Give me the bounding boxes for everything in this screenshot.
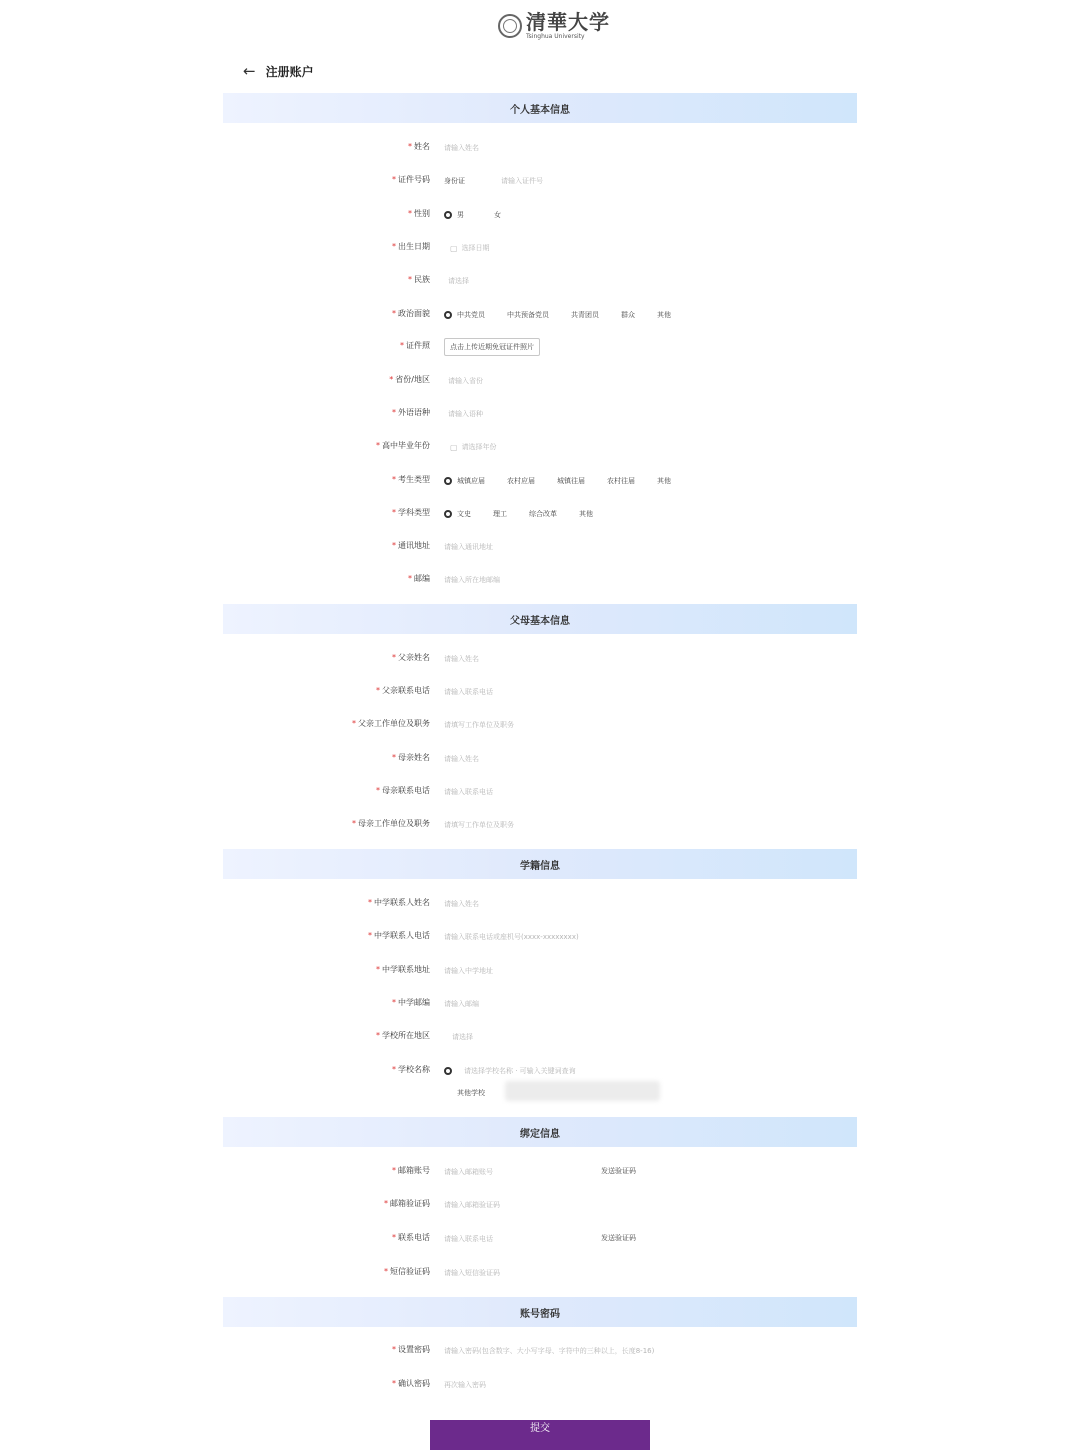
calendar-icon: ▢ (450, 243, 458, 253)
logo-chinese-text: 清華大学 (526, 10, 610, 34)
student-type-radio-urban-fresh[interactable]: 城镇应届 (444, 476, 485, 486)
logo-english-text: Tsinghua University (526, 33, 585, 40)
school-name-radio-select[interactable] (444, 1066, 576, 1076)
other-school-label: 其他学校 (457, 1089, 485, 1097)
section-header-binding: 绑定信息 (223, 1117, 857, 1147)
section-header-parents: 父母基本信息 (223, 604, 857, 634)
politics-radio-other[interactable]: 其他 (657, 311, 671, 319)
father-work-input[interactable]: 请填写工作单位及职务 (444, 721, 514, 729)
sms-code-input[interactable]: 请输入短信验证码 (444, 1269, 500, 1277)
politics-radio-league[interactable]: 共青团员 (571, 311, 599, 319)
field-politics: * 政治面貌 中共党员 中共预备党员 共青团员 群众 其他 (392, 309, 671, 319)
politics-radio-probationary[interactable]: 中共预备党员 (507, 311, 549, 319)
phone-input[interactable]: 请输入联系电话 (444, 1235, 493, 1243)
field-language: * 外语语种 请输入语种 (0, 405, 1080, 423)
send-sms-code-button[interactable]: 发送验证码 (601, 1234, 636, 1242)
field-address: * 通讯地址 请输入通讯地址 (0, 538, 1080, 556)
school-address-input[interactable]: 请输入中学地址 (444, 967, 493, 975)
upload-photo-button[interactable]: 点击上传近期免冠证件照片 (444, 338, 540, 356)
province-input[interactable]: 请输入省份 (448, 377, 483, 385)
field-school-region: * 学校所在地区 请选择 (0, 1028, 1080, 1046)
field-gender: * 性别 男 女 (408, 209, 501, 219)
mother-name-input[interactable]: 请输入姓名 (444, 755, 479, 763)
contact-phone-input[interactable]: 请输入联系电话或座机号(xxxx-xxxxxxxx) (444, 933, 579, 941)
birth-date-picker[interactable]: ▢ 选择日期 (450, 243, 490, 253)
politics-radio-party[interactable]: 中共党员 (444, 310, 485, 320)
father-phone-input[interactable]: 请输入联系电话 (444, 688, 493, 696)
other-school-input[interactable] (505, 1081, 660, 1101)
student-type-radio-other[interactable]: 其他 (657, 477, 671, 485)
field-birth: * 出生日期 ▢ 选择日期 (0, 239, 1080, 257)
mother-phone-input[interactable]: 请输入联系电话 (444, 788, 493, 796)
field-father-phone: * 父亲联系电话 请输入联系电话 (0, 683, 1080, 701)
field-contact-phone: * 中学联系人电话 请输入联系电话或座机号(xxxx-xxxxxxxx) (0, 928, 1080, 946)
section-header-personal: 个人基本信息 (223, 93, 857, 123)
section-header-school: 学籍信息 (223, 849, 857, 879)
field-name: * 姓名 请输入姓名 (0, 139, 1080, 157)
field-sms-code: * 短信验证码 请输入短信验证码 (0, 1264, 1080, 1282)
id-number-input[interactable]: 请输入证件号 (501, 177, 543, 185)
back-arrow-icon: ← (243, 62, 256, 80)
address-input[interactable]: 请输入通讯地址 (444, 543, 493, 551)
university-logo (498, 12, 610, 40)
politics-radio-masses[interactable]: 群众 (621, 311, 635, 319)
field-password: * 设置密码 请输入密码(包含数字、大小写字母、字符中的三种以上，长度8-16) (0, 1342, 1080, 1360)
field-father-name: * 父亲姓名 请输入姓名 (0, 650, 1080, 668)
field-mother-work: * 母亲工作单位及职务 请填写工作单位及职务 (0, 816, 1080, 834)
subject-radio-other[interactable]: 其他 (579, 510, 593, 518)
back-button[interactable] (243, 62, 314, 80)
field-email-account: * 邮箱账号 请输入邮箱账号 发送验证码 (0, 1163, 1080, 1181)
field-postcode: * 邮编 请输入所在地邮编 (0, 571, 1080, 589)
school-region-select[interactable]: 请选择 (452, 1033, 473, 1041)
gender-radio-male[interactable]: 男 (444, 210, 464, 220)
field-ethnic: * 民族 请选择 (0, 272, 1080, 290)
name-input[interactable]: 请输入姓名 (444, 144, 479, 152)
field-school-name: * 学校名称 请选择学校名称 · 可输入关键词查询 (392, 1065, 576, 1075)
email-account-input[interactable]: 请输入邮箱账号 (444, 1168, 493, 1176)
mother-work-input[interactable]: 请填写工作单位及职务 (444, 821, 514, 829)
field-mother-name: * 母亲姓名 请输入姓名 (0, 750, 1080, 768)
field-phone: * 联系电话 请输入联系电话 发送验证码 (0, 1230, 1080, 1248)
school-name-select[interactable]: 请选择学校名称 · 可输入关键词查询 (464, 1067, 576, 1075)
section-header-account: 账号密码 (223, 1297, 857, 1327)
language-input[interactable]: 请输入语种 (448, 410, 483, 418)
student-type-radio-rural-past[interactable]: 农村往届 (607, 477, 635, 485)
send-email-code-button[interactable]: 发送验证码 (601, 1167, 636, 1175)
password-input[interactable]: 请输入密码(包含数字、大小写字母、字符中的三种以上，长度8-16) (444, 1347, 655, 1355)
university-seal-icon (498, 14, 522, 38)
father-name-input[interactable]: 请输入姓名 (444, 655, 479, 663)
email-code-input[interactable]: 请输入邮箱验证码 (444, 1201, 500, 1209)
postcode-input[interactable]: 请输入所在地邮编 (444, 576, 500, 584)
subject-radio-arts[interactable]: 文史 (444, 509, 471, 519)
school-postcode-input[interactable]: 请输入邮编 (444, 1000, 479, 1008)
field-mother-phone: * 母亲联系电话 请输入联系电话 (0, 783, 1080, 801)
student-type-radio-urban-past[interactable]: 城镇往届 (557, 477, 585, 485)
field-grad-year: * 高中毕业年份 ▢ 请选择年份 (0, 438, 1080, 456)
field-confirm-password: * 确认密码 再次输入密码 (0, 1376, 1080, 1394)
ethnic-select[interactable]: 请选择 (448, 277, 469, 285)
field-contact-name: * 中学联系人姓名 请输入姓名 (0, 895, 1080, 913)
field-photo: * 证件照 点击上传近期免冠证件照片 (0, 338, 1080, 356)
page-title: 注册账户 (265, 64, 314, 79)
id-type-select[interactable]: 身份证 (444, 177, 465, 185)
submit-button[interactable]: 提交 (430, 1420, 650, 1450)
field-school-postcode: * 中学邮编 请输入邮编 (0, 995, 1080, 1013)
field-school-address: * 中学联系地址 请输入中学地址 (0, 962, 1080, 980)
student-type-radio-rural-fresh[interactable]: 农村应届 (507, 477, 535, 485)
confirm-password-input[interactable]: 再次输入密码 (444, 1381, 486, 1389)
gender-radio-female[interactable]: 女 (494, 211, 501, 219)
grad-year-picker[interactable]: ▢ 请选择年份 (450, 442, 497, 452)
field-id: * 证件号码 身份证 请输入证件号 (392, 175, 543, 185)
field-province: * 省份/地区 请输入省份 (0, 372, 1080, 390)
field-father-work: * 父亲工作单位及职务 请填写工作单位及职务 (0, 716, 1080, 734)
contact-name-input[interactable]: 请输入姓名 (444, 900, 479, 908)
field-student-type: * 考生类型 城镇应届 农村应届 城镇往届 农村往届 其他 (392, 475, 671, 485)
field-email-code: * 邮箱验证码 请输入邮箱验证码 (0, 1196, 1080, 1214)
field-subject: * 学科类型 文史 理工 综合改革 其他 (392, 508, 593, 518)
subject-radio-science[interactable]: 理工 (493, 510, 507, 518)
calendar-icon: ▢ (450, 442, 458, 452)
subject-radio-comprehensive[interactable]: 综合改革 (529, 510, 557, 518)
